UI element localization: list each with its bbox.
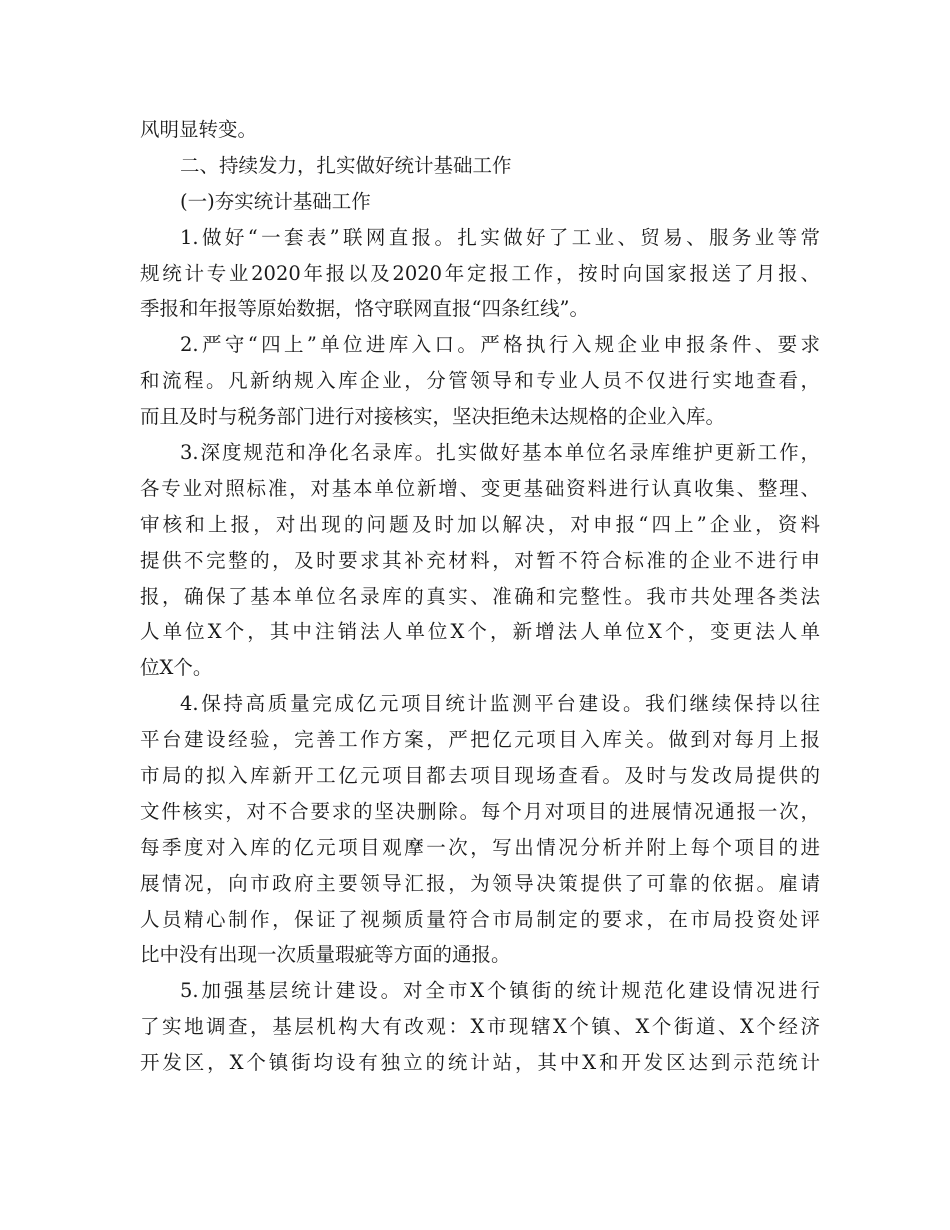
text-line: 4.保持高质量完成亿元项目统计监测平台建设。我们继续保持以往 <box>180 692 820 716</box>
text-line: 3.深度规范和净化名录库。扎实做好基本单位名录库维护更新工作， <box>180 441 820 465</box>
text-line: 1.做好“一套表”联网直报。扎实做好了工业、贸易、服务业等常 <box>180 225 820 249</box>
text-line: 规统计专业2020年报以及2020年定报工作，按时向国家报送了月报、 <box>140 261 820 285</box>
text-line: 二、持续发力，扎实做好统计基础工作 <box>180 153 512 177</box>
text-line: 提供不完整的，及时要求其补充材料，对暂不符合标准的企业不进行申 <box>140 548 820 572</box>
text-line: 比中没有出现一次质量瑕疵等方面的通报。 <box>140 943 511 967</box>
text-line: 了实地调查，基层机构大有改观：X市现辖X个镇、X个街道、X个经济 <box>140 1015 820 1039</box>
text-line: 文件核实，对不合要求的坚决删除。每个月对项目的进展情况通报一次， <box>140 799 820 823</box>
text-line: 位X个。 <box>140 656 213 680</box>
text-line: 平台建设经验，完善工作方案，严把亿元项目入库关。做到对每月上报 <box>140 728 820 752</box>
text-line: (一)夯实统计基础工作 <box>180 189 371 213</box>
text-line: 报，确保了基本单位名录库的真实、准确和完整性。我市共处理各类法 <box>140 584 820 608</box>
text-line: 人员精心制作，保证了视频质量符合市局制定的要求，在市局投资处评 <box>140 907 820 931</box>
text-line: 展情况，向市政府主要领导汇报，为领导决策提供了可靠的依据。雇请 <box>140 871 820 895</box>
text-line: 而且及时与税务部门进行对接核实，坚决拒绝未达规格的企业入库。 <box>140 405 726 429</box>
text-line: 市局的拟入库新开工亿元项目都去项目现场查看。及时与发改局提供的 <box>140 764 820 788</box>
text-line: 季报和年报等原始数据，恪守联网直报“四条红线”。 <box>140 297 589 321</box>
text-line: 每季度对入库的亿元项目观摩一次，写出情况分析并附上每个项目的进 <box>140 835 820 859</box>
text-line: 风明显转变。 <box>140 118 258 141</box>
text-line: 5.加强基层统计建设。对全市X个镇街的统计规范化建设情况进行 <box>180 979 820 1003</box>
text-line: 开发区，X个镇街均设有独立的统计站，其中X和开发区达到示范统计 <box>140 1051 820 1075</box>
text-line: 人单位X个，其中注销法人单位X个，新增法人单位X个，变更法人单 <box>140 620 820 644</box>
text-line: 和流程。凡新纳规入库企业，分管领导和专业人员不仅进行实地查看， <box>140 369 820 393</box>
document-body <box>140 112 820 1081</box>
text-line: 审核和上报，对出现的问题及时加以解决，对申报“四上”企业，资料 <box>140 512 820 536</box>
text-line: 2.严守“四上”单位进库入口。严格执行入规企业申报条件、要求 <box>180 333 820 357</box>
text-line: 各专业对照标准，对基本单位新增、变更基础资料进行认真收集、整理、 <box>140 476 820 500</box>
